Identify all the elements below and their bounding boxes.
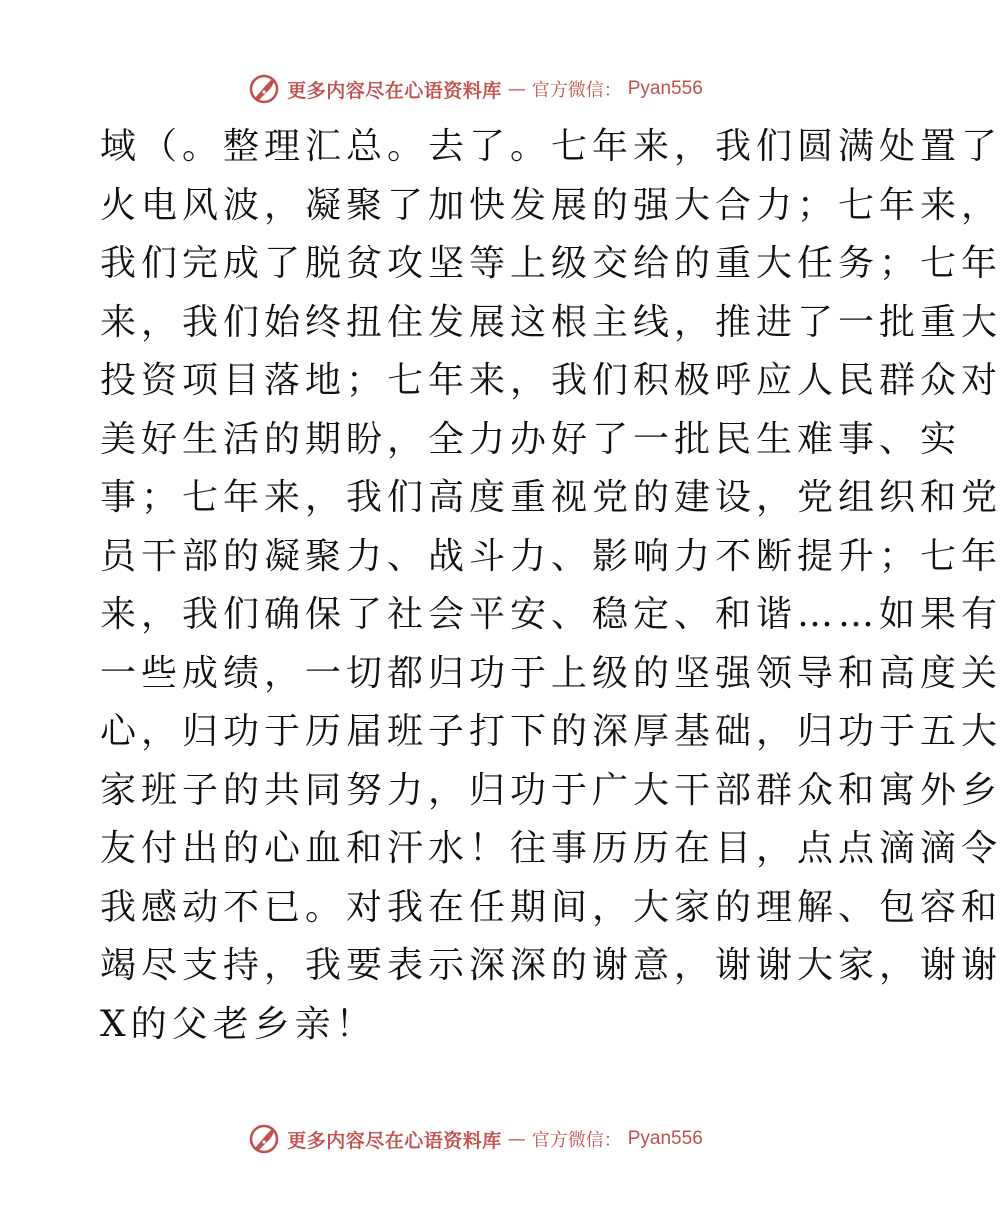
body-line: 心，归功于历届班子打下的深厚基础，归功于五大 (100, 711, 1002, 752)
banner-wechat-id: Pyan556 (627, 1128, 703, 1149)
body-line: 来，我们确保了社会平安、稳定、和谐……如果有 (100, 594, 1002, 635)
body-line: 火电风波，凝聚了加快发展的强大合力；七年来， (100, 184, 1002, 226)
body-line: 家班子的共同努力，归功于广大干部群众和寓外乡 (100, 769, 1002, 811)
body-line: 我感动不已。对我在任期间，大家的理解、包容和 (100, 886, 1002, 928)
pen-nib-circle-icon (247, 1122, 281, 1156)
body-line: 投资项目落地；七年来，我们积极呼应人民群众对 (100, 360, 1002, 401)
body-line: 竭尽支持，我要表示深深的谢意，谢谢大家，谢谢 (100, 945, 1002, 986)
body-line: 我们完成了脱贫攻坚等上级交给的重大任务；七年 (100, 243, 1002, 284)
banner-wechat-label: 官方微信： (531, 1130, 622, 1151)
document-body (100, 118, 1002, 1054)
header-banner (0, 72, 950, 106)
body-line: 美好生活的期盼，全力办好了一批民生难事、实 (100, 418, 962, 460)
banner-brand-text: 更多内容尽在心语资料库 (287, 1129, 502, 1152)
footer-banner (0, 1122, 950, 1156)
banner-wechat-label: 官方微信： (531, 80, 622, 101)
body-line: 一些成绩，一切都归功于上级的坚强领导和高度关 (100, 652, 1002, 694)
body-line: 事；七年来，我们高度重视党的建设，党组织和党 (100, 477, 1002, 518)
body-line: X的父老乡亲！ (100, 1003, 377, 1045)
body-line: 员干部的凝聚力、战斗力、影响力不断提升；七年 (100, 535, 1002, 577)
banner-brand-text: 更多内容尽在心语资料库 (287, 79, 502, 102)
body-line: 来，我们始终扭住发展这根主线，推进了一批重大 (100, 301, 1002, 343)
banner-separator: — (507, 78, 526, 100)
banner-wechat-id: Pyan556 (627, 78, 703, 99)
body-line: 域（。整理汇总。去了。七年来，我们圆满处置了 (100, 126, 1002, 167)
banner-separator: — (507, 1128, 526, 1150)
pen-nib-circle-icon (247, 72, 281, 106)
body-line: 友付出的心血和汗水！往事历历在目，点点滴滴令 (100, 828, 1002, 869)
